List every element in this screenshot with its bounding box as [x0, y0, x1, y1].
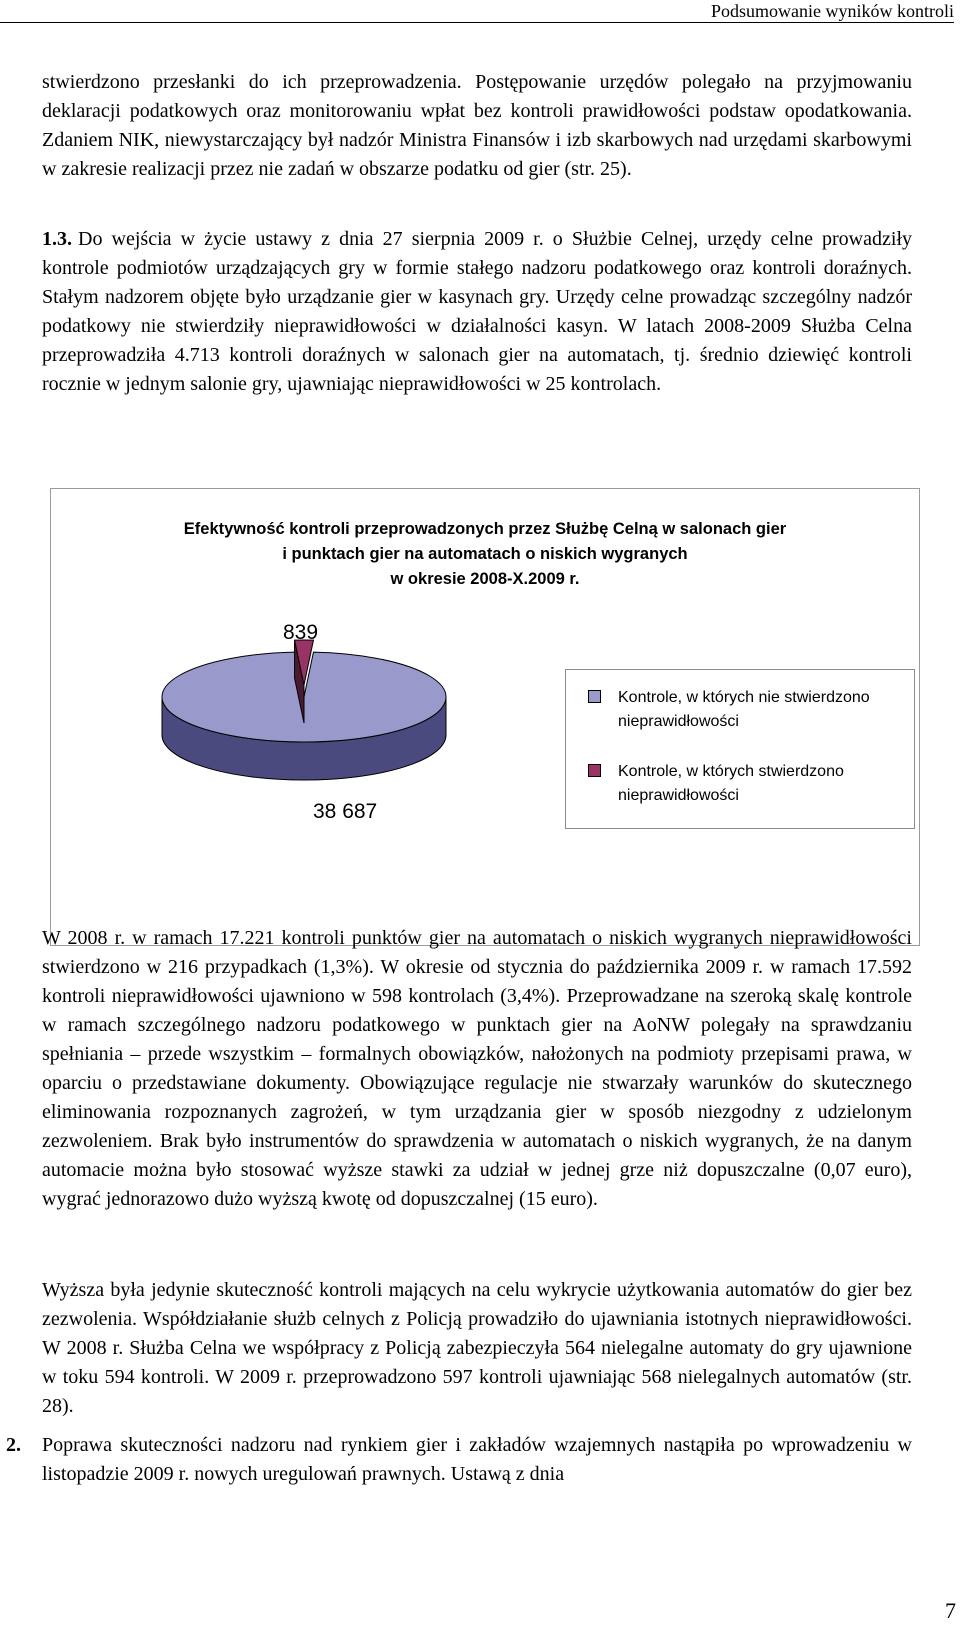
- paragraph-1-3: [42, 225, 912, 399]
- data-label-no-irregularities: 38 687: [313, 800, 378, 823]
- legend-label-no-irregularities: Kontrole, w których nie stwierdzono nieprawidłowości: [618, 689, 870, 730]
- pie-chart: [50, 488, 920, 946]
- paragraph-1: stwierdzono przesłanki do ich przeprowadzenia. Postępowanie urzędów polegało na przyjmowaniu deklaracji podatkowych oraz monitorowaniu wpłat bez kontroli prawidłowości podstaw opodatkowania. Zdaniem NIK, niewystarczający był nadzór Ministra Finansów i izb skarbowych nad urzędami skarbowymi w zakresie realizacji przez nie zadań w obszarze podatku od gier (str. 25).: [42, 71, 912, 180]
- paragraph-4: Wyższa była jedynie skuteczność kontroli mających na celu wykrycie użytkowania automatów do gier bez zezwolenia. Współdziałanie służb celnych z Policją prowadziło do ujawniania istotnych nieprawidłowości. W 2008 r. Służba Celna we współpracy z Policją zabezpieczyła 564 nielegalne automaty do gry ujawnione w toku 594 kontroli. W 2009 r. przeprowadzono 597 kontroli ujawniając 568 nielegalnych automatów (str. 28).: [42, 1279, 912, 1417]
- legend-label-irregularities: Kontrole, w których stwierdzono nieprawidłowości: [618, 763, 844, 804]
- chart-title-line-2: i punktach gier na automatach o niskich wygranych: [282, 545, 688, 563]
- chart-title-line-1: Efektywność kontroli przeprowadzonych przez Służbę Celną w salonach gier: [183, 520, 787, 538]
- legend-swatch-no-irregularities: [588, 690, 601, 703]
- section-number-2: 2.: [6, 1434, 21, 1456]
- header-title: Podsumowanie wyników kontroli: [711, 1, 954, 21]
- chart-legend: [565, 669, 915, 829]
- data-label-irregularities: 839: [283, 621, 319, 644]
- legend-swatch-irregularities: [588, 764, 601, 777]
- paragraph-2: Poprawa skuteczności nadzoru nad rynkiem gier i zakładów wzajemnych nastąpiła po wprowadzeniu w listopadzie 2009 r. nowych uregulowań prawnych. Ustawą z dnia: [42, 1434, 912, 1485]
- paragraph-1-3-text: Do wejścia w życie ustawy z dnia 27 sierpnia 2009 r. o Służbie Celnej, urzędy celne prowadziły kontrole podmiotów urządzających gry w formie stałego nadzoru podatkowego oraz kontroli doraźnych. Stałym nadzorem objęte było urządzanie gier w kasynach gry. Urzędy celne prowadząc szczególny nadzór podatkowy nie stwierdziły nieprawidłowości w działalności kasyn. W latach 2008-2009 Służba Celna przeprowadziła 4.713 kontroli doraźnych w salonach gier na automatach, tj. średnio dziewięć kontroli rocznie w jednym salonie gry, ujawniając nieprawidłowości w 25 kontrolach.: [42, 228, 912, 395]
- chart-title-line-3: w okresie 2008-X.2009 r.: [390, 570, 580, 588]
- paragraph-3: W 2008 r. w ramach 17.221 kontroli punktów gier na automatach o niskich wygranych nieprawidłowości stwierdzono w 216 przypadkach (1,3%). W okresie od stycznia do października 2009 r. w ramach 17.592 kontroli nieprawidłowości ujawniono w 598 kontrolach (3,4%). Przeprowadzane na szeroką skalę kontrole w ramach szczególnego nadzoru podatkowego w punktach gier na AoNW polegały na sprawdzaniu spełniania – przede wszystkim – formalnych obowiązków, nałożonych na podmioty przepisami prawa, w oparciu o przedstawiane dokumenty. Obowiązujące regulacje nie stwarzały warunków do skutecznego eliminowania rozpoznanych zagrożeń, w tym urządzania gier w sposób niezgodny z udzielonym zezwoleniem. Brak było instrumentów do sprawdzenia w automatach o niskich wygranych, że na danym automacie można było stosować wyższe stawki za udział w jednej grze niż dopuszczalne (0,07 euro), wygrać jednorazowo dużo wyższą kwotę od dopuszczalnej (15 euro).: [42, 927, 912, 1210]
- section-number-1-3: 1.3.: [42, 228, 72, 250]
- page-header: [0, 0, 954, 23]
- page-number: 7: [945, 1598, 956, 1623]
